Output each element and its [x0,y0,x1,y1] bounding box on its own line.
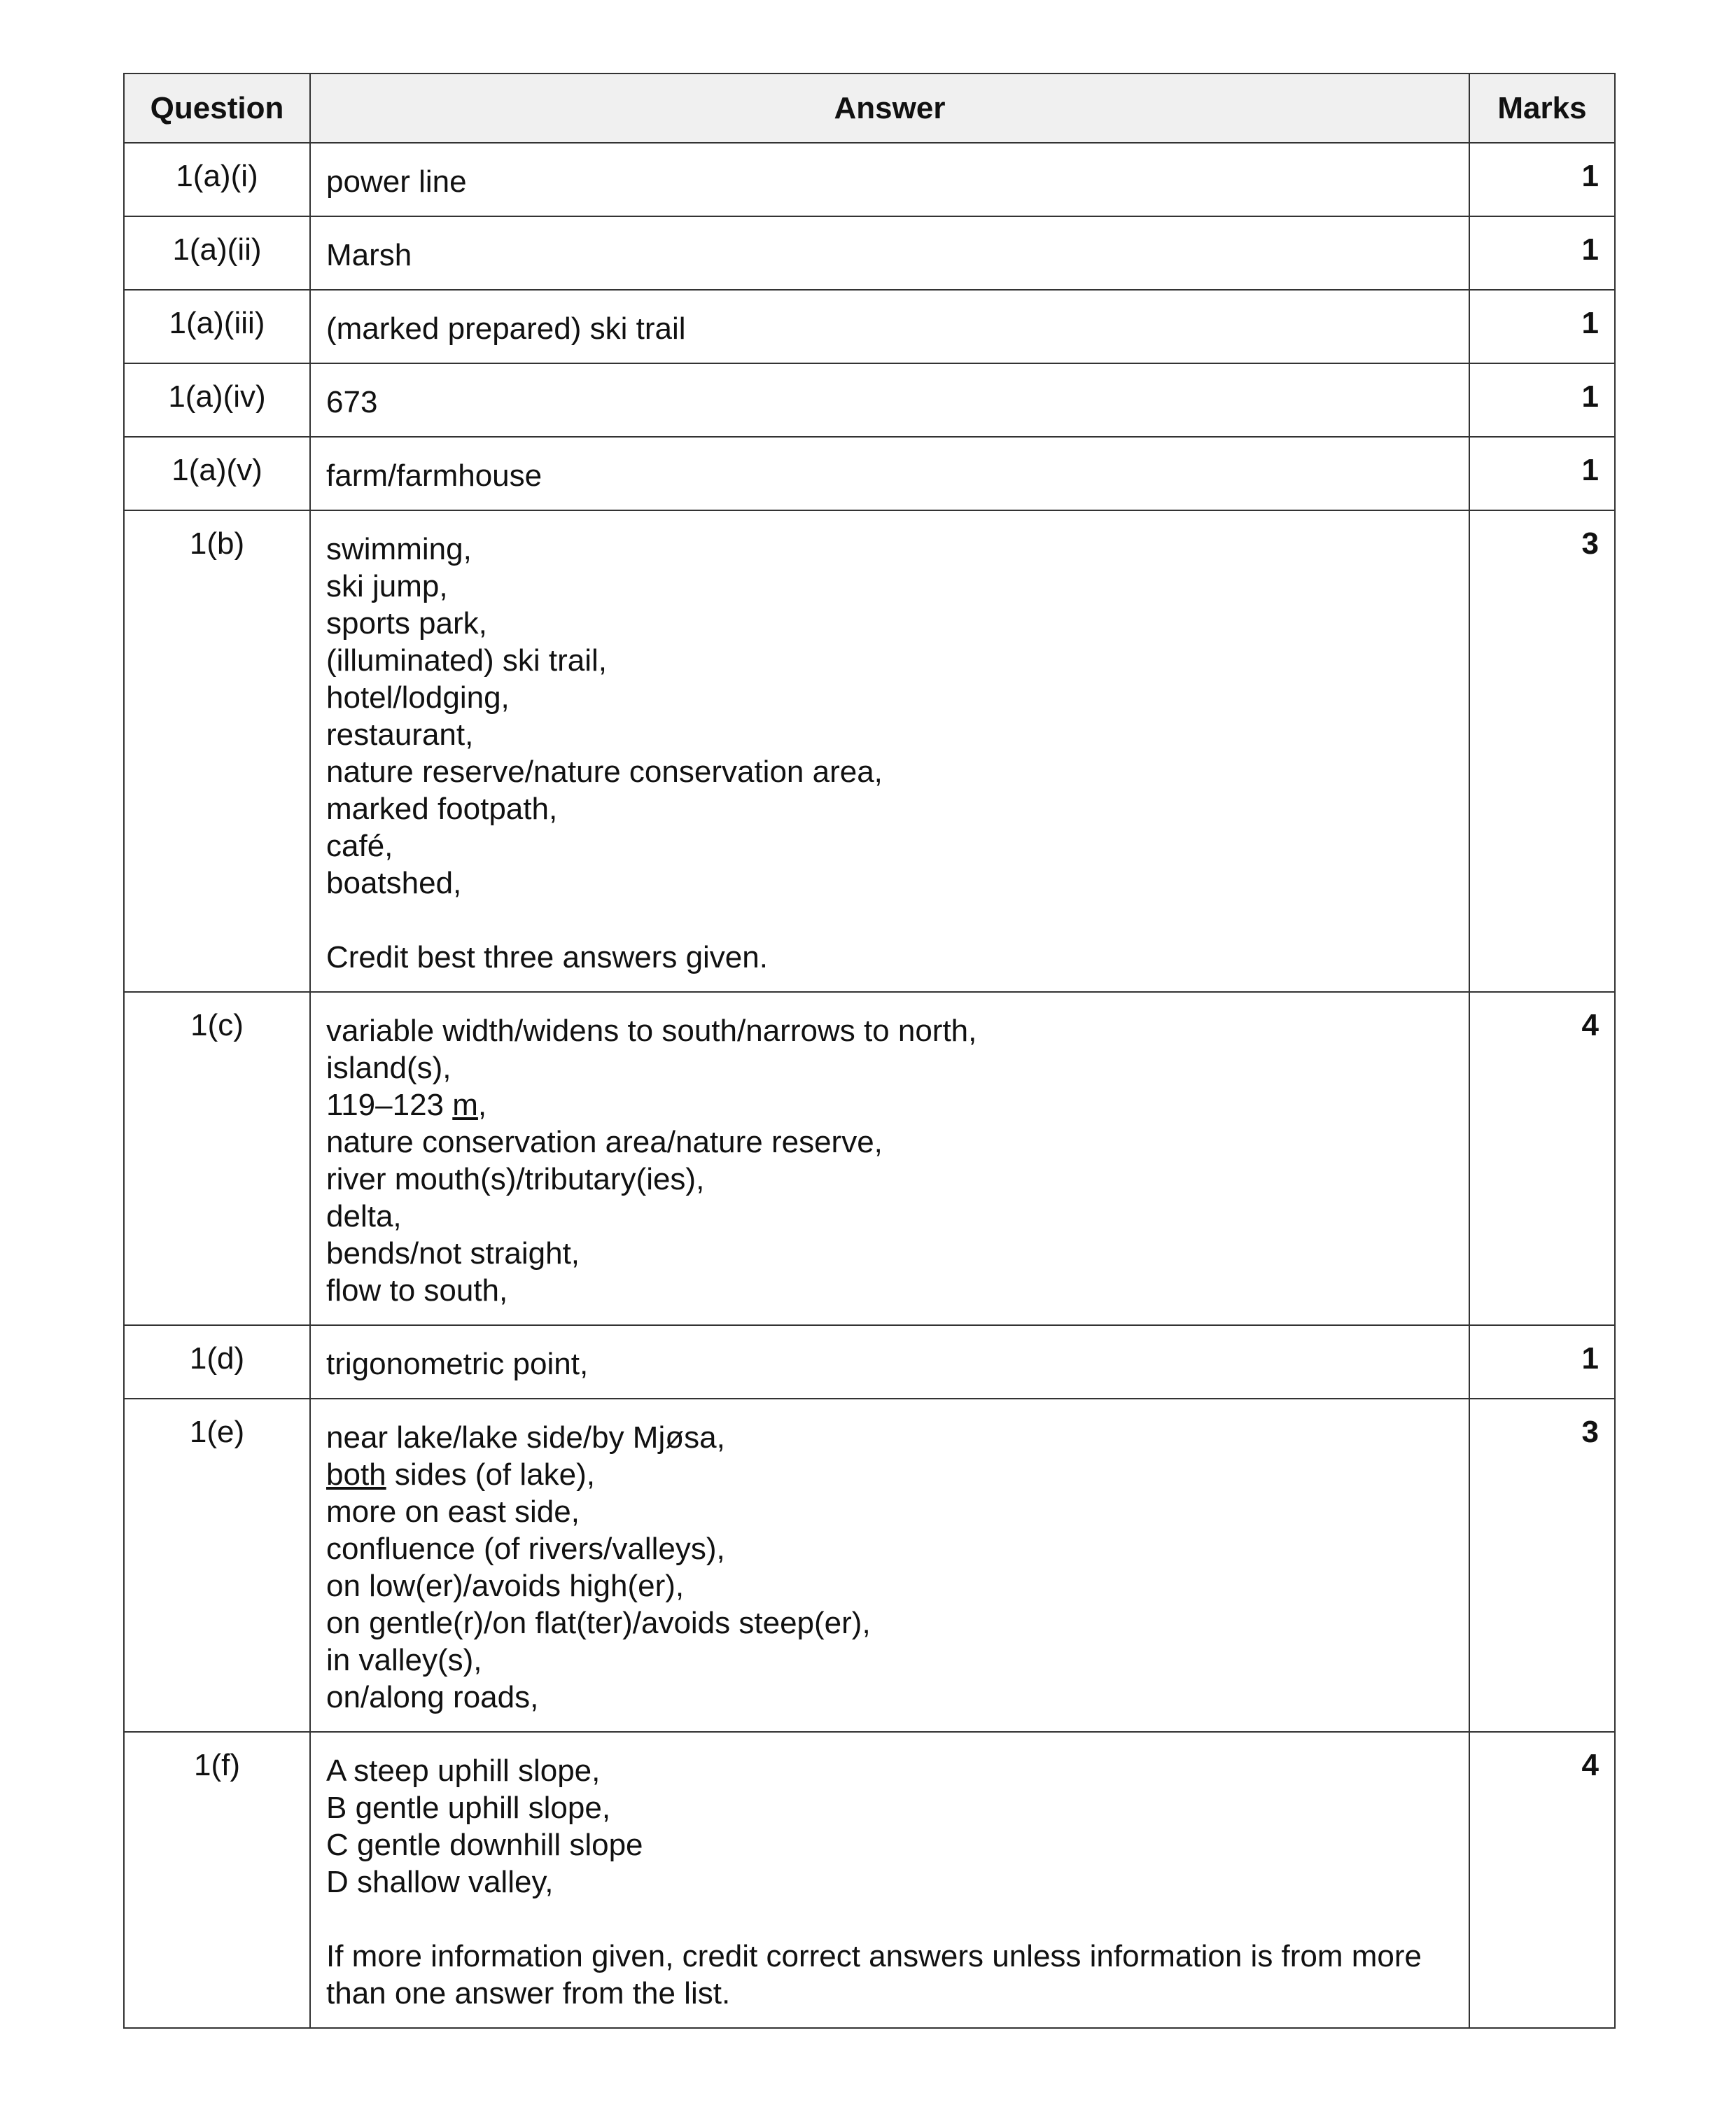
answer-line: (illuminated) ski trail, [326,643,607,678]
marks-cell: 3 [1469,1399,1615,1732]
answer-line: confluence (of rivers/valleys), [326,1532,725,1566]
marks-cell: 1 [1469,1325,1615,1399]
answer-line: bends/not straight, [326,1236,580,1271]
answer-cell [310,290,1469,363]
marks-column-header: Marks [1469,74,1615,143]
answer-line: more on east side, [326,1495,580,1529]
question-cell: 1(b) [124,510,310,992]
examiner-note: Credit best three answers given. [326,940,768,974]
answer-line: 673 [326,385,378,419]
question-cell: 1(a)(iv) [124,363,310,437]
marks-cell: 1 [1469,290,1615,363]
question-cell: 1(a)(v) [124,437,310,510]
answer-line: near lake/lake side/by Mjøsa, [326,1420,725,1455]
table-row [124,437,1615,510]
underlined-text: m [452,1088,478,1122]
question-cell: 1(a)(iii) [124,290,310,363]
answer-line: C gentle downhill slope [326,1828,643,1862]
answer-line: boatshed, [326,866,462,900]
answer-cell [310,363,1469,437]
table-header [124,74,1615,143]
question-cell: 1(e) [124,1399,310,1732]
answer-cell [310,1325,1469,1399]
answer-line: variable width/widens to south/narrows to north, [326,1014,977,1048]
answer-cell [310,437,1469,510]
table-row [124,1399,1615,1732]
marks-cell: 1 [1469,143,1615,216]
question-cell: 1(d) [124,1325,310,1399]
marks-cell: 4 [1469,992,1615,1325]
table-row [124,143,1615,216]
answer-line: Marsh [326,238,412,272]
answer-line: nature reserve/nature conservation area, [326,755,883,789]
marks-cell: 1 [1469,437,1615,510]
answer-cell [310,1732,1469,2028]
answer-cell [310,510,1469,992]
header-row [124,74,1615,143]
marks-cell: 3 [1469,510,1615,992]
answer-line: delta, [326,1199,402,1233]
answer-cell [310,1399,1469,1732]
marks-cell: 4 [1469,1732,1615,2028]
answer-line: D shallow valley, [326,1865,554,1899]
answer-cell [310,992,1469,1325]
underlined-text: both [326,1457,386,1492]
answer-line: power line [326,165,467,199]
mark-scheme-table [123,73,1616,2029]
answer-line: river mouth(s)/tributary(ies), [326,1162,705,1196]
answer-line: farm/farmhouse [326,459,542,493]
answer-line: island(s), [326,1051,451,1085]
answer-line: on gentle(r)/on flat(ter)/avoids steep(er), [326,1606,871,1640]
marks-cell: 1 [1469,363,1615,437]
table-row [124,216,1615,290]
table-row [124,1732,1615,2028]
examiner-note: If more information given, credit correct answers unless information is from more than one answer from the list. [326,1939,1422,2010]
answer-line: A steep uphill slope, [326,1754,601,1788]
answer-line: 119–123 m, [326,1088,487,1122]
answer-line: sports park, [326,606,487,641]
answer-line: restaurant, [326,718,474,752]
table-row [124,510,1615,992]
table-body [124,143,1615,2028]
answer-line: hotel/lodging, [326,680,510,715]
question-column-header: Question [124,74,310,143]
question-cell: 1(c) [124,992,310,1325]
answer-line: marked footpath, [326,792,558,826]
answer-cell [310,216,1469,290]
answer-line: in valley(s), [326,1643,482,1677]
answer-line: flow to south, [326,1273,508,1308]
table-row [124,290,1615,363]
answer-line: café, [326,829,393,863]
table-row [124,363,1615,437]
answer-line: ski jump, [326,569,448,603]
answer-line: swimming, [326,532,472,566]
table-row [124,1325,1615,1399]
table-row [124,992,1615,1325]
question-cell: 1(a)(i) [124,143,310,216]
answer-line: on low(er)/avoids high(er), [326,1569,685,1603]
answer-cell [310,143,1469,216]
answer-line: (marked prepared) ski trail [326,312,686,346]
marks-cell: 1 [1469,216,1615,290]
answer-line: nature conservation area/nature reserve, [326,1125,883,1159]
answer-line: trigonometric point, [326,1347,589,1381]
answer-column-header: Answer [310,74,1469,143]
question-cell: 1(f) [124,1732,310,2028]
answer-line: on/along roads, [326,1680,539,1714]
answer-line: B gentle uphill slope, [326,1791,611,1825]
answer-line: both sides (of lake), [326,1457,595,1492]
question-cell: 1(a)(ii) [124,216,310,290]
